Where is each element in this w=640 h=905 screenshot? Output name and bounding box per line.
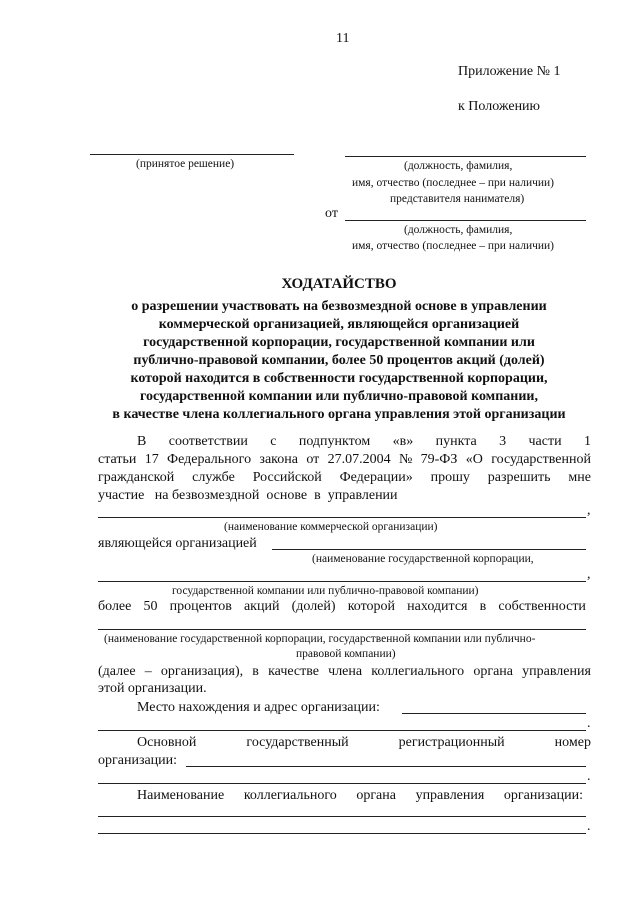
body-word: коллегиального <box>371 664 465 679</box>
subtitle-line: в качестве члена коллегиального органа управления этой организации <box>112 407 566 422</box>
sender-caption-2: имя, отчество (последнее – при наличии) <box>352 240 555 252</box>
body-word: гражданской <box>98 470 175 485</box>
body-word: Российской <box>252 470 322 485</box>
comma: , <box>587 503 591 518</box>
body-word: от <box>306 452 320 467</box>
document-title: ХОДАТАЙСТВО <box>281 276 397 292</box>
body-word: части <box>528 434 562 449</box>
sender-caption-1: (должность, фамилия, <box>404 224 513 236</box>
body-word: службе <box>192 470 235 485</box>
body-word: подпунктом <box>298 434 371 449</box>
ogrn-label: организации: <box>98 753 178 768</box>
being-org-label: являющейся организацией <box>98 536 257 551</box>
body-word: организации: <box>503 788 583 803</box>
body-word: более <box>98 599 132 614</box>
body-word: пункта <box>435 434 477 449</box>
body-word: «О <box>465 452 483 467</box>
subtitle-line: государственной корпорации, государственной компании или <box>143 335 535 350</box>
body-word: государственной <box>491 452 591 467</box>
ogrn-line <box>137 735 591 751</box>
owner-org-caption-2: правовой компании) <box>296 648 396 660</box>
body-word: мне <box>568 470 591 485</box>
body-line-2 <box>98 452 591 468</box>
body-word: 50 <box>143 599 158 614</box>
recipient-caption-3: представителя нанимателя) <box>390 193 525 205</box>
recipient-line[interactable] <box>345 156 586 157</box>
body-word: 3 <box>499 434 507 449</box>
commercial-org-line[interactable] <box>98 517 586 518</box>
location-line-2[interactable] <box>98 730 586 731</box>
comma: , <box>587 567 591 582</box>
state-corp-caption: (наименование государственной корпорации, <box>312 553 534 565</box>
body-word: организация), <box>160 664 244 679</box>
body-word: соответствии <box>168 434 248 449</box>
state-company-line[interactable] <box>98 581 586 582</box>
commercial-org-caption: (наименование коммерческой организации) <box>224 521 438 533</box>
sender-line[interactable] <box>345 220 586 221</box>
decision-line[interactable] <box>90 154 294 155</box>
location-label: Место нахождения и адрес организации: <box>137 700 380 715</box>
body-word: Наименование <box>137 788 225 803</box>
body-word: 1 <box>583 434 591 449</box>
from-label: от <box>325 206 338 221</box>
body-word: процентов <box>169 599 232 614</box>
body-word: «в» <box>392 434 414 449</box>
body-word: прошу <box>430 470 470 485</box>
body-word: статьи <box>98 452 137 467</box>
body-word: члена <box>328 664 363 679</box>
body-line-4: участие на безвозмездной основе в управлении <box>98 488 398 503</box>
collegial-line-2[interactable] <box>98 833 586 834</box>
document-subtitle <box>94 298 584 424</box>
body-word: управления <box>415 788 485 803</box>
body-line-3 <box>98 470 591 486</box>
appendix-subtitle: к Положению <box>458 99 541 114</box>
body-word: № <box>398 452 413 467</box>
collegial-line-1[interactable] <box>98 816 586 817</box>
location-line-1[interactable] <box>402 713 586 714</box>
body-word: управления <box>522 664 591 679</box>
period: . <box>587 716 591 731</box>
more50-line <box>98 599 586 615</box>
body-word: (долей) <box>291 599 336 614</box>
state-corp-line[interactable] <box>272 549 586 550</box>
body-word: акций <box>243 599 280 614</box>
subtitle-line: коммерческой организацией, являющейся организацией <box>158 317 520 332</box>
collegial-line <box>137 788 583 804</box>
period: . <box>587 819 591 834</box>
owner-org-caption-1: (наименование государственной корпорации, государственной компании или публично- <box>104 633 536 645</box>
body-word: Федерации» <box>339 470 413 485</box>
body-word: коллегиального <box>243 788 337 803</box>
page-number: 11 <box>336 31 350 46</box>
body-word: в <box>479 599 487 614</box>
body-word: находится <box>407 599 468 614</box>
subtitle-line: публично-правовой компании, более 50 процентов акций (долей) <box>133 353 545 368</box>
recipient-caption-2: имя, отчество (последнее – при наличии) <box>352 177 555 189</box>
appendix-title: Приложение № 1 <box>458 64 561 79</box>
body-word: 79-ФЗ <box>420 452 458 467</box>
body-word: закона <box>259 452 298 467</box>
body-word: (далее <box>98 664 136 679</box>
subtitle-line: государственной компании или публично-правовой компании, <box>140 389 538 404</box>
body-word: которой <box>347 599 396 614</box>
period: . <box>587 769 591 784</box>
recipient-caption-1: (должность, фамилия, <box>404 160 513 172</box>
subtitle-line: о разрешении участвовать на безвозмездной основе в управлении <box>131 299 547 314</box>
body-word: собственности <box>498 599 586 614</box>
body-word: 27.07.2004 <box>327 452 391 467</box>
body-word: государственный <box>246 735 349 750</box>
ogrn-line-1[interactable] <box>186 766 586 767</box>
state-company-caption: государственной компании или публично-правовой компании) <box>172 585 479 597</box>
body-word: регистрационный <box>398 735 505 750</box>
body-word: – <box>144 664 152 679</box>
owner-org-line[interactable] <box>98 629 586 630</box>
decision-caption: (принятое решение) <box>136 158 235 170</box>
body-word: 17 <box>144 452 159 467</box>
body-word: Основной <box>137 735 197 750</box>
body-line-1 <box>137 434 591 450</box>
body-word: органа <box>356 788 396 803</box>
further-line <box>98 664 591 680</box>
ogrn-line-2[interactable] <box>98 783 586 784</box>
body-word: в <box>252 664 259 679</box>
body-word: разрешить <box>487 470 551 485</box>
subtitle-line: которой находится в собственности государственной корпорации, <box>130 371 548 386</box>
body-word: В <box>137 434 147 449</box>
body-word: органа <box>473 664 514 679</box>
body-word: номер <box>554 735 591 750</box>
this-org-line: этой организации. <box>98 681 207 696</box>
body-word: с <box>270 434 277 449</box>
body-word: Федерального <box>167 452 252 467</box>
body-word: качестве <box>268 664 319 679</box>
